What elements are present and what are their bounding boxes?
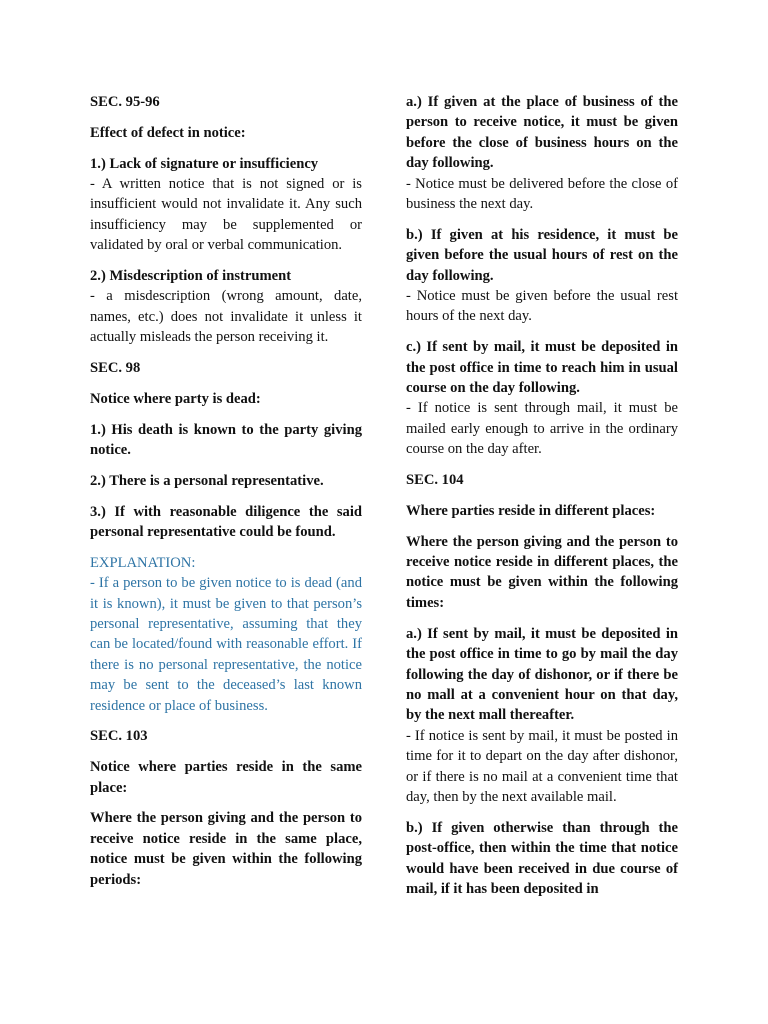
same-place-item-c-title: c.) If sent by mail, it must be deposited in the post office in time to reach him in usual course on the day following. xyxy=(406,339,678,397)
sec-98-item-3: 3.) If with reasonable diligence the said personal representative could be found. xyxy=(90,503,362,541)
sec-104-text: Where the person giving and the person to receive notice reside in different places, the notice must be given within the following times: xyxy=(406,533,678,611)
defect-item-1-text: - A written notice that is not signed or is insufficient would not invalidate it. Any such insufficiency may be supplemented or validated by oral or verbal communication. xyxy=(90,176,362,254)
defect-item-1-title: 1.) Lack of signature or insufficiency xyxy=(90,155,319,172)
sec-98-item-2: 2.) There is a personal representative. xyxy=(90,472,324,489)
sec-103-heading: SEC. 103 xyxy=(90,728,148,745)
sec-95-96-title: Effect of defect in notice: xyxy=(90,124,246,141)
different-place-item-a-text: - If notice is sent by mail, it must be posted in time for it to depart on the day after dishonor, or if there is no mail at a convenient time that day, then by the next available mail. xyxy=(406,727,678,805)
same-place-item-b-text: - Notice must be given before the usual rest hours of the next day. xyxy=(406,288,678,325)
defect-item-2 xyxy=(90,266,362,348)
same-place-item-a xyxy=(406,92,678,214)
sec-98-item-1: 1.) His death is known to the party giving notice. xyxy=(90,421,362,459)
same-place-item-b xyxy=(406,225,678,327)
sec-104-heading: SEC. 104 xyxy=(406,472,464,489)
explanation-label: EXPLANATION: xyxy=(90,554,196,571)
right-column xyxy=(406,92,678,910)
sec-98-heading: SEC. 98 xyxy=(90,360,141,377)
same-place-item-a-title: a.) If given at the place of business of the person to receive notice, it must be given before the close of business hours on the day following. xyxy=(406,94,678,172)
defect-item-1 xyxy=(90,154,362,256)
sec-95-96-heading: SEC. 95-96 xyxy=(90,94,160,110)
sec-103-title: Notice where parties reside in the same place: xyxy=(90,759,362,796)
sec-98-title: Notice where party is dead: xyxy=(90,390,261,407)
explanation-block xyxy=(90,553,362,716)
same-place-item-b-title: b.) If given at his residence, it must be given before the usual hours of rest on the day following. xyxy=(406,226,678,284)
explanation-text: - If a person to be given notice to is dead (and it is known), it must be given to that person’s personal representative, assuming that they can be located/found with reasonable effort. If there is no personal representative, the notice may be sent to the deceased’s last known residence or place of business. xyxy=(90,575,362,714)
different-place-item-a xyxy=(406,624,678,808)
different-place-item-b-title: b.) If given otherwise than through the post-office, then within the time that notice would have been received in due course of mail, if it has been deposited in xyxy=(406,819,678,897)
left-column xyxy=(90,92,362,900)
same-place-item-c xyxy=(406,337,678,459)
sec-103-text: Where the person giving and the person to receive notice reside in the same place, notice must be given within the following periods: xyxy=(90,810,362,888)
same-place-item-a-text: - Notice must be delivered before the close of business the next day. xyxy=(406,175,678,213)
sec-104-title: Where parties reside in different places: xyxy=(406,502,656,519)
different-place-item-a-title: a.) If sent by mail, it must be deposited in the post office in time to go by mail the day following the day of dishonor, or if there be no mall at a convenient hour on that day, by the next mall thereafter. xyxy=(406,625,678,724)
defect-item-2-title: 2.) Misdescription of instrument xyxy=(90,268,292,285)
same-place-item-c-text: - If notice is sent through mail, it must be mailed early enough to arrive in the ordinary course on the day after. xyxy=(406,400,678,458)
defect-item-2-text: - a misdescription (wrong amount, date, names, etc.) does not invalidate it unless it actually misleads the person receiving it. xyxy=(90,288,362,346)
